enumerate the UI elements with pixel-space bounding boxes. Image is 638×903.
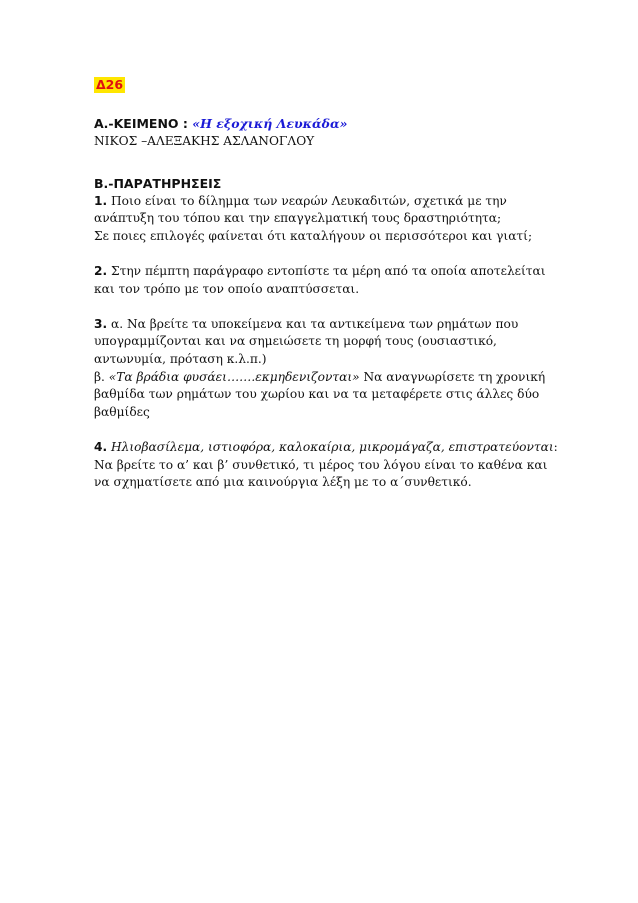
question-3-line-4-rest: Να αναγνωρίσετε τη χρονική — [359, 369, 546, 384]
question-2-line-2: και τον τρόπο με τον οποίο αναπτύσσεται. — [94, 281, 360, 296]
text-heading-prefix: Α.-ΚΕΙΜΕΝΟ : — [94, 116, 193, 131]
question-2-line-1: Στην πέμπτη παράγραφο εντοπίστε τα μέρη από τα οποία αποτελείται — [107, 263, 546, 278]
question-3-line-2: υπογραμμίζονται και να σημειώσετε τη μορφή τους (ουσιαστικό, — [94, 334, 497, 349]
spacer — [94, 298, 564, 316]
spacer — [94, 421, 564, 439]
document-page — [94, 74, 564, 492]
question-3-quote: «Τα βράδια φυσάει…….εκμηδενιζονται» — [108, 369, 360, 384]
author-line: ΝΙΚΟΣ –ΑΛΕΞΑΚΗΣ ΑΣΛΑΝΟΓΛΟΥ — [94, 134, 315, 148]
document-code: Δ26 — [96, 77, 124, 92]
question-3-line-5: βαθμίδα των ρημάτων του χωρίου και να τα μεταφέρετε στις άλλες δύο — [94, 387, 540, 402]
question-2-number: 2. — [94, 263, 108, 278]
observations-section — [94, 175, 564, 492]
question-1-line-2: ανάπτυξη του τόπου και την επαγγελματική τους δραστηριότητα; — [94, 211, 502, 226]
question-4-line-2: Να βρείτε το α’ και β’ συνθετικό, τι μέρος του λόγου είναι το καθένα και — [94, 457, 548, 472]
question-3-line-4-prefix: β. — [94, 369, 109, 384]
question-3-line-3: αντωνυμία, πρόταση κ.λ.π.) — [94, 351, 267, 366]
spacer — [94, 93, 564, 115]
question-3-number: 3. — [94, 316, 108, 331]
observations-heading: Β.-ΠΑΡΑΤΗΡΗΣΕΙΣ — [94, 175, 222, 191]
question-3-line-1: α. Να βρείτε τα υποκείμενα και τα αντικείμενα των ρημάτων που — [107, 316, 519, 331]
spacer — [94, 245, 564, 263]
question-1 — [94, 193, 564, 246]
question-4-word-list: Ηλιοβασίλεμα, ιστιοφόρα, καλοκαίρια, μικρομάγαζα, επιστρατεύονται — [107, 439, 554, 454]
question-1-number: 1. — [94, 193, 108, 208]
question-3-line-6: βαθμίδες — [94, 404, 150, 419]
question-4-number: 4. — [94, 439, 108, 454]
question-1-line-3: Σε ποιες επιλογές φαίνεται ότι καταλήγουν οι περισσότεροι και γιατί; — [94, 228, 533, 243]
question-4-line-1-rest: : — [553, 439, 558, 454]
question-4-line-3: να σχηματίσετε από μια καινούργια λέξη με το α΄συνθετικό. — [94, 475, 472, 490]
text-section — [94, 115, 564, 151]
question-4 — [94, 439, 564, 492]
question-2 — [94, 263, 564, 298]
text-heading — [94, 115, 564, 133]
spacer — [94, 151, 564, 175]
question-1-line-1: Ποιο είναι το δίλημμα των νεαρών Λευκαδιτών, σχετικά με την — [107, 193, 507, 208]
question-3 — [94, 316, 564, 422]
text-title: «Η εξοχική Λευκάδα» — [192, 116, 348, 131]
code-row — [94, 74, 564, 93]
